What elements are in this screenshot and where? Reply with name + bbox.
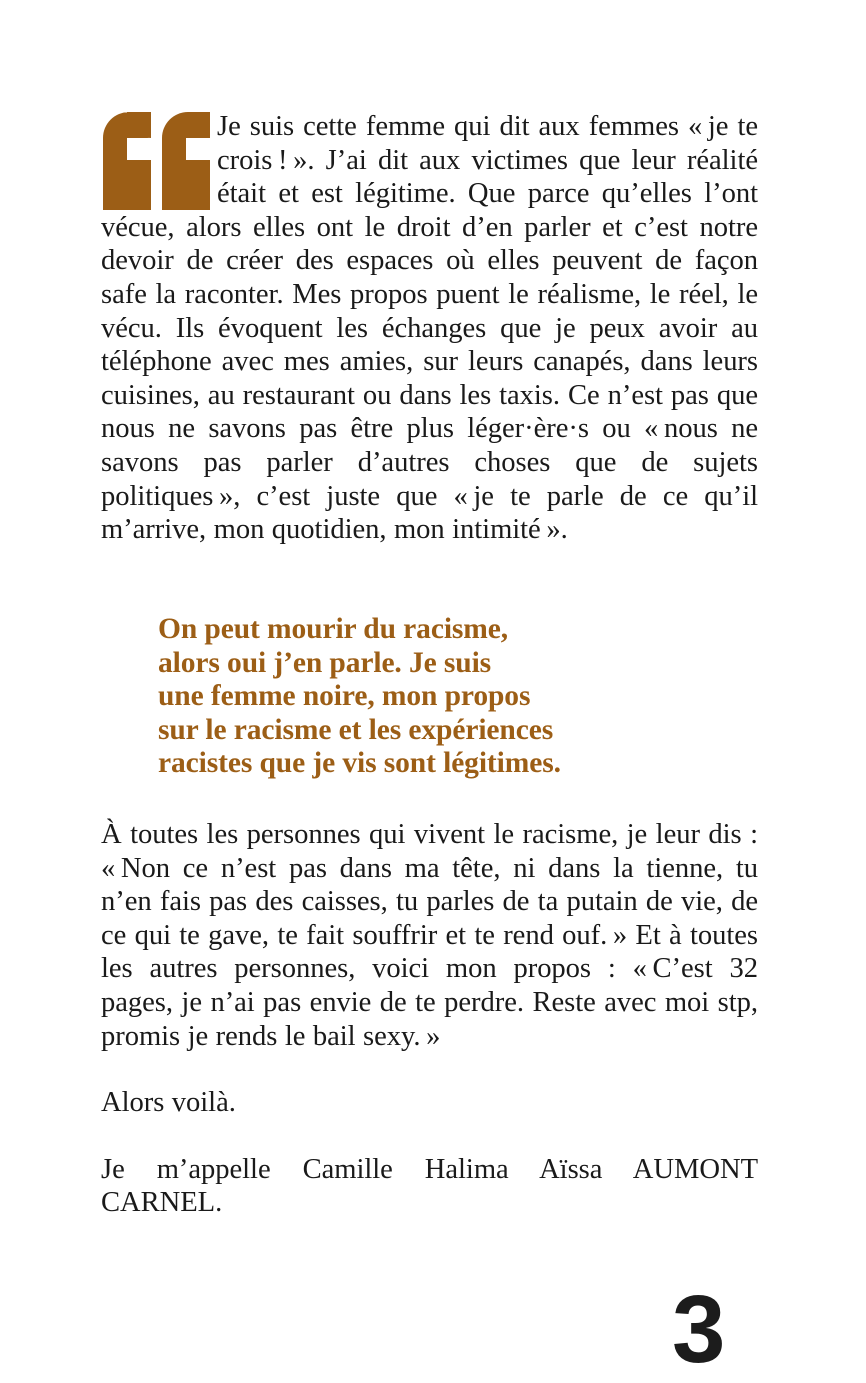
statement-line-1: On peut mourir du racisme,	[158, 613, 509, 645]
page-number: 3	[672, 1276, 725, 1383]
lower-paragraph-2: Alors voilà.	[101, 1087, 236, 1119]
statement-line-5: racistes que je vis sont légitimes.	[158, 747, 561, 780]
statement-line-2: alors oui j’en parle. Je suis	[158, 646, 492, 679]
pull-quote-wrapper	[101, 110, 758, 547]
lower-text-block	[101, 818, 758, 1220]
statement-line-4: sur le racisme et les expériences	[158, 713, 554, 746]
opening-paragraph: Je suis cette femme qui dit aux femmes « je te crois ! ». J’ai dit aux victimes que leur réalité était et est légitime. Que parce qu’elles l’ont vécue, alors elles ont le droit d’en parler et c’est notre devoir de créer des espaces où elles peuvent de façon safe la raconter. Mes propos puent le réalisme, le réel, le vécu. Ils évoquent les échanges que je peux avoir au téléphone avec mes amies, sur leurs canapés, dans leurs cuisines, au restaurant ou dans les taxis. Ce n’est pas que nous ne savons pas être plus léger·ère·s ou « nous ne savons pas parler d’autres choses que de sujets politiques », c’est juste que « je te parle de ce qu’il m’arrive, mon quotidien, mon intimité ».	[101, 111, 758, 546]
lower-paragraph-3: Je m’appelle Camille Halima Aïssa AUMONT CARNEL.	[101, 1153, 758, 1219]
lower-paragraph-1: À toutes les personnes qui vivent le racisme, je leur dis : « Non ce n’est pas dans ma tête, ni dans la tienne, tu n’en fais pas des caisses, tu parles de ta putain de vie, de ce qui te gave, te fait souffrir et te rend ouf. » Et à toutes les autres personnes, voici mon propos : « C’est 32 pages, je n’ai pas envie de te perdre. Reste avec moi stp, promis je rends le bail sexy. »	[101, 819, 758, 1052]
highlighted-statement	[158, 613, 698, 781]
statement-line-3: une femme noire, mon propos	[158, 680, 531, 713]
opening-text-block	[101, 110, 758, 547]
double-open-quote-mark-icon	[103, 112, 211, 210]
